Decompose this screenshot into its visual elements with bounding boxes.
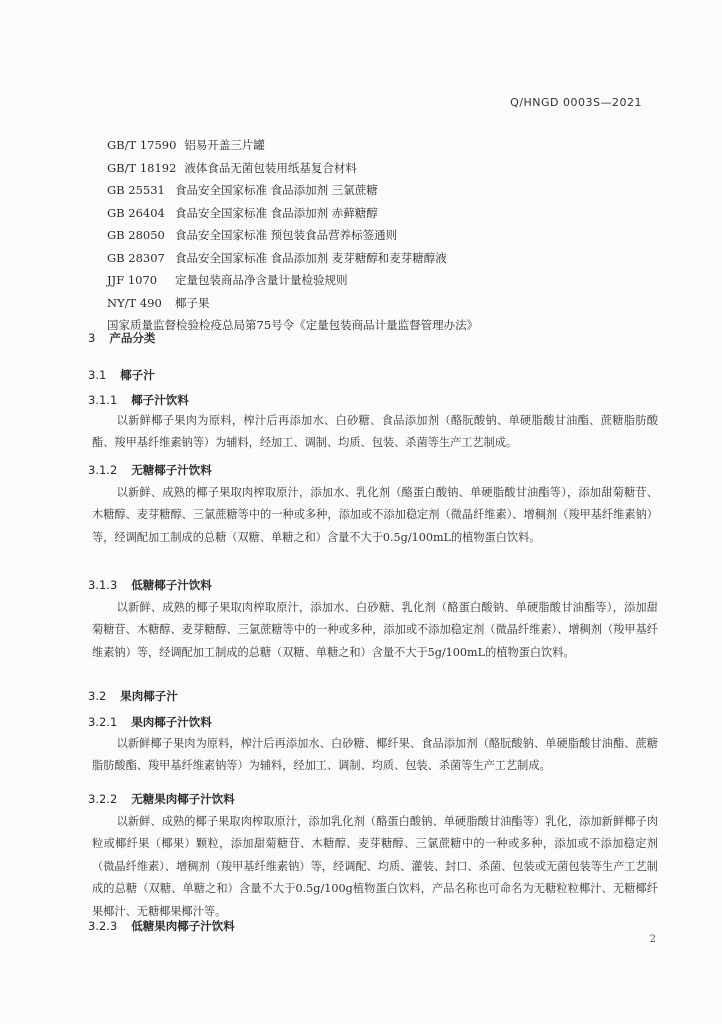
paragraph-3-1-2: 以新鲜、成熟的椰子果取肉榨取原汁，添加水、乳化剂（酪蛋白酸钠、单硬脂酸甘油酯等），添加甜菊糖苷、木糖醇、麦芽糖醇、三氯蔗糖等中的一种或多种，添加或不添加稳定剂（微晶纤维素）、增稠剂（羧甲基纤维素钠）等，经调配加工制成的总糖（双糖、单糖之和）含量不大于0.5g/100mL的植物蛋白饮料。 — [92, 486, 658, 544]
section-heading-3-2-3 — [88, 918, 235, 934]
section-title: 果肉椰子汁 — [120, 689, 178, 703]
reference-item — [107, 224, 667, 247]
reference-title: 食品安全国家标准 食品添加剂 麦芽糖醇和麦芽糖醇液 — [175, 250, 447, 265]
reference-title: 食品安全国家标准 食品添加剂 赤藓糖醇 — [175, 205, 378, 220]
paragraph-3-1-3: 以新鲜、成熟的椰子果取肉榨取原汁，添加水、白砂糖、乳化剂（酪蛋白酸钠、单硬脂酸甘油酯等），添加甜菊糖苷、木糖醇、麦芽糖醇、三氯蔗糖等中的一种或多种，添加或不添加稳定剂（微晶纤维素）、增稠剂（羧甲基纤维素钠）等，经调配加工制成的总糖（双糖、单糖之和）含量不大于5g/100mL的植物蛋白饮料。 — [92, 601, 658, 659]
reference-code: GB 26404 — [107, 205, 165, 220]
section-title: 椰子汁 — [120, 368, 155, 382]
section-number: 3.2.3 — [88, 919, 118, 933]
section-heading-3-2 — [88, 688, 178, 704]
paragraph-3-2-2: 以新鲜、成熟的椰子果取肉榨取原汁，添加乳化剂（酪蛋白酸钠、单硬脂酸甘油酯等）乳化，添加新鲜椰子肉粒或椰纤果（椰果）颗粒，添加甜菊糖苷、木糖醇、麦芽糖醇、三氯蔗糖中的一种或多种，添加或不添加稳定剂（微晶纤维素）、增稠剂（羧甲基纤维素钠）等，经调配、均质、灌装、封口、杀菌、包装或无菌包装等生产工艺制成的总糖（双糖、单糖之和）含量不大于0.5g/100g植物蛋白饮料，产品名称也可命名为无糖粒粒椰汁、无糖椰纤果椰汁、无糖椰果椰汁等。 — [92, 815, 658, 918]
reference-item — [107, 179, 667, 202]
section-title: 产品分类 — [109, 331, 156, 345]
reference-code: JJF 1070 — [107, 273, 158, 287]
reference-title: 食品安全国家标准 食品添加剂 三氯蔗糖 — [175, 183, 378, 197]
section-number: 3.2.2 — [88, 792, 118, 806]
section-heading-3-1-3 — [88, 577, 212, 593]
section-title: 无糖椰子汁饮料 — [131, 463, 212, 477]
section-number: 3.1.1 — [88, 393, 118, 407]
section-number: 3 — [88, 331, 96, 345]
section-number: 3.1.2 — [88, 463, 118, 477]
page-number: 2 — [649, 934, 656, 945]
section-heading-3 — [88, 330, 155, 346]
section-number: 3.2.1 — [88, 715, 118, 729]
reference-note: 国家质量监督检验检疫总局第75号令《定量包装商品计量监督管理办法》 — [107, 318, 479, 332]
reference-item — [107, 134, 667, 157]
normative-references — [107, 134, 667, 336]
section-title: 低糖果肉椰子汁饮料 — [131, 919, 235, 933]
reference-code: GB 25531 — [107, 183, 165, 197]
section-heading-3-1-2 — [88, 462, 212, 478]
document-code: Q/HNGD 0003S—2021 — [510, 96, 642, 109]
section-title: 无糖果肉椰子汁饮料 — [131, 792, 235, 806]
section-number: 3.2 — [88, 689, 107, 703]
section-number: 3.1.3 — [88, 578, 118, 592]
section-number: 3.1 — [88, 368, 107, 382]
reference-title: 椰子果 — [175, 295, 210, 310]
section-title: 低糖椰子汁饮料 — [131, 578, 212, 592]
paragraph-3-1-1: 以新鲜椰子果肉为原料，榨汁后再添加水、白砂糖、食品添加剂（酪朊酸钠、单硬脂酸甘油酯、蔗糖脂肪酸酯、羧甲基纤维素钠等）为辅料，经加工、调制、均质、包装、杀菌等生产工艺制成。 — [92, 414, 658, 450]
section-heading-3-2-1 — [88, 714, 212, 730]
section-title: 果肉椰子汁饮料 — [131, 715, 212, 729]
reference-item — [107, 269, 667, 292]
reference-item — [107, 247, 667, 270]
reference-title: 定量包装商品净含量计量检验规则 — [175, 273, 348, 287]
section-heading-3-2-2 — [88, 791, 235, 807]
reference-code: GB/T 18192 — [107, 160, 177, 175]
reference-code: NY/T 490 — [107, 295, 162, 310]
paragraph-3-2-1: 以新鲜椰子果肉为原料，榨汁后再添加水、白砂糖、椰纤果、食品添加剂（酪朊酸钠、单硬脂酸甘油酯、蔗糖脂肪酸酯、羧甲基纤维素钠等）为辅料，经加工、调制、均质、包装、杀菌等生产工艺制成。 — [92, 737, 658, 773]
section-heading-3-1 — [88, 367, 155, 383]
reference-title: 液体食品无菌包装用纸基复合材料 — [184, 160, 357, 175]
reference-title: 铝易开盖三片罐 — [184, 138, 265, 152]
reference-code: GB/T 17590 — [107, 138, 177, 152]
section-heading-3-1-1 — [88, 392, 189, 408]
reference-code: GB 28050 — [107, 228, 165, 242]
reference-item — [107, 157, 667, 180]
reference-code: GB 28307 — [107, 250, 165, 265]
section-title: 椰子汁饮料 — [131, 393, 189, 407]
reference-item — [107, 292, 667, 315]
reference-title: 食品安全国家标准 预包装食品营养标签通则 — [175, 228, 398, 242]
reference-item — [107, 202, 667, 225]
